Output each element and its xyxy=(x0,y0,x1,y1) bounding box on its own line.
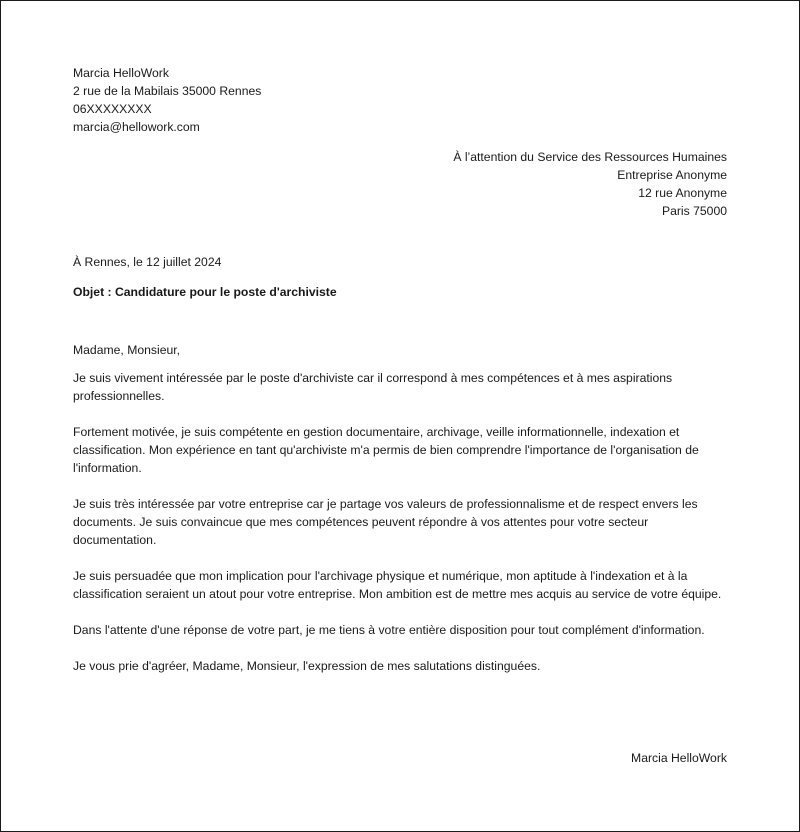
signature: Marcia HelloWork xyxy=(631,751,727,765)
recipient-block xyxy=(453,148,727,220)
paragraph: Fortement motivée, je suis compétente en gestion documentaire, archivage, veille informationnelle, indexation et classification. Mon expérience en tant qu'archiviste m'a permis de bien comprendre l'importance de l'organisation de l'information. xyxy=(73,425,699,475)
subject-line: Objet : Candidature pour le poste d'archiviste xyxy=(73,285,337,299)
sender-block xyxy=(73,64,261,136)
recipient-company: Entreprise Anonyme xyxy=(617,168,727,182)
sender-name: Marcia HelloWork xyxy=(73,66,169,80)
closing-paragraph: Je vous prie d'agréer, Madame, Monsieur, l'expression de mes salutations distinguées. xyxy=(73,659,541,673)
paragraph: Je suis persuadée que mon implication pour l'archivage physique et numérique, mon aptitude à l'indexation et à la classification seraient un atout pour votre entreprise. Mon ambition est de mettre mes acquis au service de votre équipe. xyxy=(73,569,722,601)
sender-address: 2 rue de la Mabilais 35000 Rennes xyxy=(73,84,262,98)
recipient-city: Paris 75000 xyxy=(661,204,727,218)
sender-phone: 06XXXXXXXX xyxy=(73,102,152,116)
paragraph: Je suis très intéressée par votre entreprise car je partage vos valeurs de professionnalisme et de respect envers les documents. Je suis convaincue que mes compétences peuvent répondre à vos attentes pour votre secteur documentation. xyxy=(73,497,698,547)
greeting: Madame, Monsieur, xyxy=(73,343,181,357)
date-line: À Rennes, le 12 juillet 2024 xyxy=(73,255,222,269)
sender-email: marcia@hellowork.com xyxy=(73,120,200,134)
paragraph: Je suis vivement intéressée par le poste d'archiviste car il correspond à mes compétences et à mes aspirations professionnelles. xyxy=(73,371,673,403)
recipient-attention: À l’attention du Service des Ressources Humaines xyxy=(453,150,727,164)
paragraph: Dans l'attente d'une réponse de votre part, je me tiens à votre entière disposition pour tout complément d'information. xyxy=(73,623,705,637)
letter-body xyxy=(73,341,733,693)
recipient-street: 12 rue Anonyme xyxy=(638,186,727,200)
